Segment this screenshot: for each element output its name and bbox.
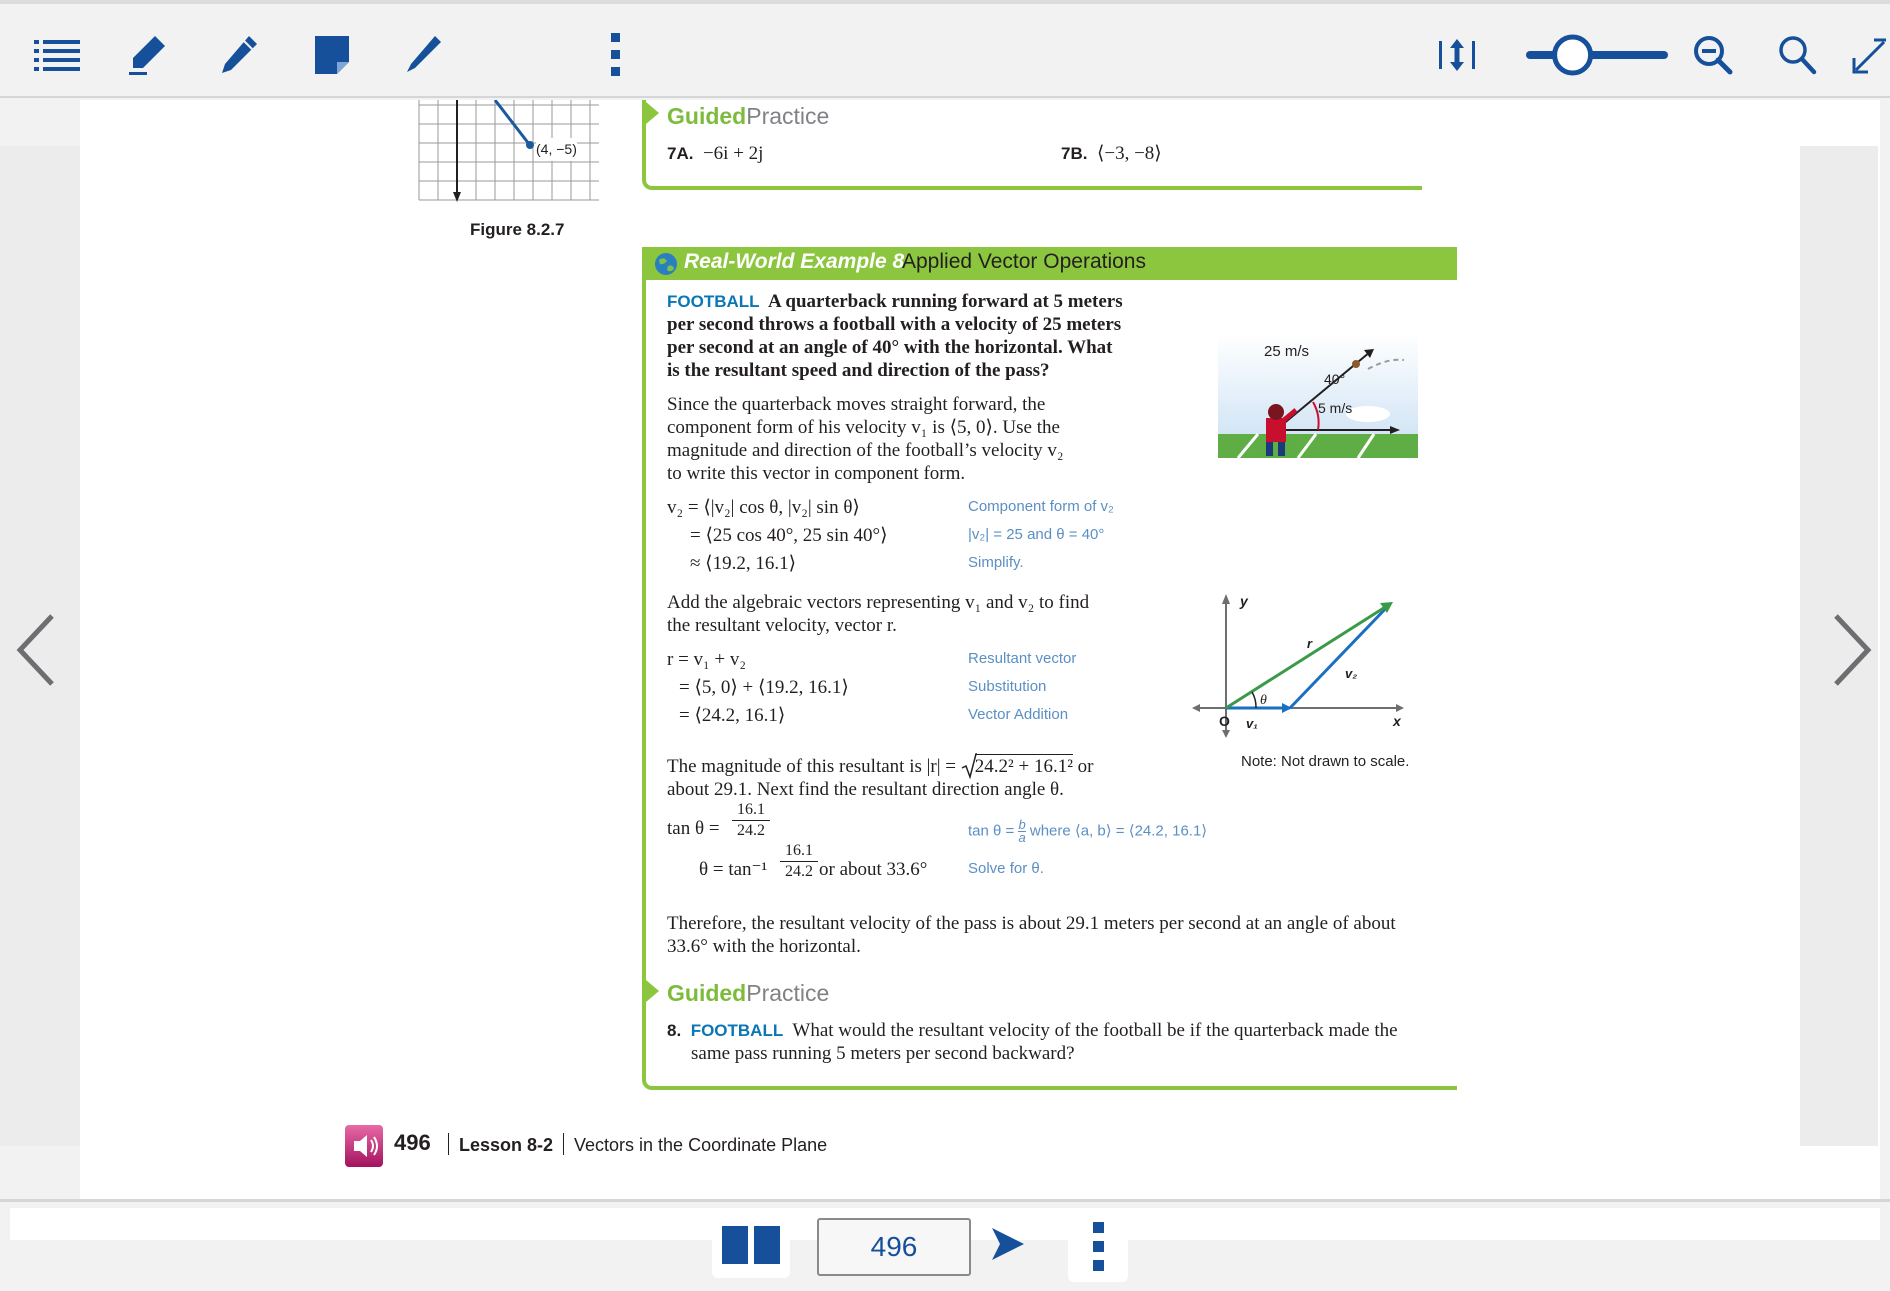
zoom-slider[interactable]	[1522, 32, 1672, 78]
speed-label: 25 m/s	[1264, 343, 1310, 360]
example-header	[642, 247, 1457, 280]
equation-2-line-2: = ⟨5, 0⟩ + ⟨19.2, 16.1⟩	[679, 677, 849, 698]
pencil-icon[interactable]	[394, 26, 452, 84]
equation-1-line-2: = ⟨25 cos 40°, 25 sin 40°⟩	[690, 525, 888, 546]
theta-note: Solve for θ.	[968, 860, 1044, 877]
equation-1-note-1: Component form of v₂	[968, 498, 1114, 515]
tan-fraction-bar	[732, 820, 770, 821]
guided-practice-title: GuidedPractice	[667, 103, 830, 129]
previous-page-arrow-icon[interactable]	[12, 610, 62, 690]
paragraph-1-line-3: magnitude and direction of the football’s velocity v₂	[667, 440, 1064, 461]
example-header-title: Applied Vector Operations	[902, 250, 1146, 273]
equation-1-line-1: v₂ = ⟨|v₂| cos θ, |v₂| sin θ⟩	[667, 497, 860, 518]
paragraph-2-line-2: the resultant velocity, vector r.	[667, 615, 897, 636]
fullscreen-icon[interactable]	[1850, 26, 1890, 84]
figure-point-label: (4, −5)	[536, 138, 577, 161]
lesson-title: Vectors in the Coordinate Plane	[574, 1135, 828, 1155]
audio-icon[interactable]	[345, 1125, 383, 1167]
diagram-note: Note: Not drawn to scale.	[1241, 753, 1410, 770]
zoom-out-icon[interactable]	[1684, 26, 1742, 84]
next-page-arrow-icon[interactable]	[1826, 610, 1876, 690]
guided-practice-marker	[646, 102, 659, 124]
tan-equation-lhs: tan θ =	[667, 818, 720, 839]
guided-practice-marker-2	[646, 980, 659, 1002]
question-line-2: per second throws a football with a velocity of 25 meters	[667, 314, 1122, 335]
run-speed-label: 5 m/s	[1318, 400, 1353, 416]
conclusion-line-2: 33.6° with the horizontal.	[667, 936, 861, 957]
angle-label: 40°	[1324, 371, 1346, 387]
fit-height-icon[interactable]	[1428, 26, 1486, 84]
r-vector-label: r	[1307, 636, 1313, 651]
exercise-8-line-1: 8. FOOTBALL What would the resultant velocity of the football be if the quarterback made the	[667, 1020, 1398, 1041]
two-page-view-icon[interactable]	[712, 1212, 790, 1278]
footer-divider-2	[563, 1133, 564, 1155]
theta-fraction-numerator: 16.1	[785, 842, 813, 859]
go-arrow-icon[interactable]	[990, 1226, 1026, 1262]
equation-2-line-3: = ⟨24.2, 16.1⟩	[679, 705, 786, 726]
example-header-label: Real-World Example 8	[684, 250, 905, 273]
question-line-1: FOOTBALL A quarterback running forward at 5 meters	[667, 291, 1123, 312]
highlighter-icon[interactable]	[118, 26, 176, 84]
tan-fraction-denominator: 24.2	[737, 822, 765, 839]
theta-equation-lhs: θ = tan⁻¹	[699, 859, 768, 880]
theta-equation-rhs: or about 33.6°	[819, 859, 928, 880]
conclusion-line-1: Therefore, the resultant velocity of the pass is about 29.1 meters per second at an angle of about	[667, 913, 1396, 934]
theta-fraction-bar	[780, 861, 818, 862]
figure-graph	[417, 100, 607, 205]
equation-1-line-3: ≈ ⟨19.2, 16.1⟩	[690, 553, 797, 574]
tan-note: tan θ = $\frac{b}{a}$ where ⟨a, b⟩ = ⟨24.2, 16.1⟩	[968, 817, 1208, 845]
equation-2-note-2: Substitution	[968, 678, 1047, 695]
question-line-4: is the resultant speed and direction of the pass?	[667, 360, 1050, 381]
x-axis-label: x	[1393, 713, 1401, 729]
equation-1-note-3: Simplify.	[968, 554, 1024, 571]
list-icon[interactable]	[28, 26, 86, 84]
tan-fraction-numerator: 16.1	[737, 801, 765, 818]
magnitude-line: The magnitude of this resultant is |r| = 24.2² + 16.1² or	[667, 756, 1094, 777]
paragraph-2-line-1: Add the algebraic vectors representing v₁ and v₂ to find	[667, 592, 1090, 613]
page-number: 496	[394, 1130, 431, 1155]
textbook-page	[80, 100, 1880, 1200]
paragraph-1-line-4: to write this vector in component form.	[667, 463, 966, 484]
figure-caption: Figure 8.2.7	[470, 220, 565, 239]
more-vertical-icon[interactable]	[1068, 1212, 1128, 1282]
exercise-7a: 7A. −6i + 2j	[667, 143, 764, 164]
page-number-input[interactable]: 496	[817, 1218, 971, 1276]
v2-vector-label: v₂	[1345, 666, 1358, 681]
note-icon[interactable]	[303, 26, 361, 84]
origin-label: O	[1219, 713, 1230, 729]
quarterback-illustration	[1218, 294, 1418, 460]
bottom-toolbar	[0, 1199, 1890, 1291]
magnitude-line-2: about 29.1. Next find the resultant direction angle θ.	[667, 779, 1064, 800]
paragraph-1-line-1: Since the quarterback moves straight forward, the	[667, 394, 1046, 415]
equation-2-note-1: Resultant vector	[968, 650, 1077, 667]
search-icon[interactable]	[1768, 26, 1826, 84]
lesson-label: Lesson 8-2	[459, 1135, 554, 1155]
top-toolbar	[0, 0, 1890, 98]
exercise-8-line-2: same pass running 5 meters per second backward?	[691, 1043, 1075, 1064]
exercise-7b: 7B. ⟨−3, −8⟩	[1061, 143, 1162, 164]
v1-vector-label: v₁	[1246, 716, 1258, 731]
more-vertical-icon[interactable]	[586, 26, 644, 84]
question-line-3: per second at an angle of 40° with the horizontal. What	[667, 337, 1113, 358]
equation-2-note-3: Vector Addition	[968, 706, 1069, 723]
globe-icon	[654, 252, 678, 276]
y-axis-label: y	[1240, 593, 1248, 609]
paragraph-1-line-2: component form of his velocity v₁ is ⟨5, 0⟩. Use the	[667, 417, 1060, 438]
footer-divider-1	[448, 1133, 449, 1155]
guided-practice-title-2: GuidedPractice	[667, 980, 830, 1006]
pen-icon[interactable]	[210, 26, 268, 84]
equation-2-line-1: r = v₁ + v₂	[667, 649, 747, 670]
equation-1-note-2: |v₂| = 25 and θ = 40°	[968, 526, 1105, 543]
theta-fraction-denominator: 24.2	[785, 863, 813, 880]
theta-label: θ	[1260, 693, 1267, 708]
